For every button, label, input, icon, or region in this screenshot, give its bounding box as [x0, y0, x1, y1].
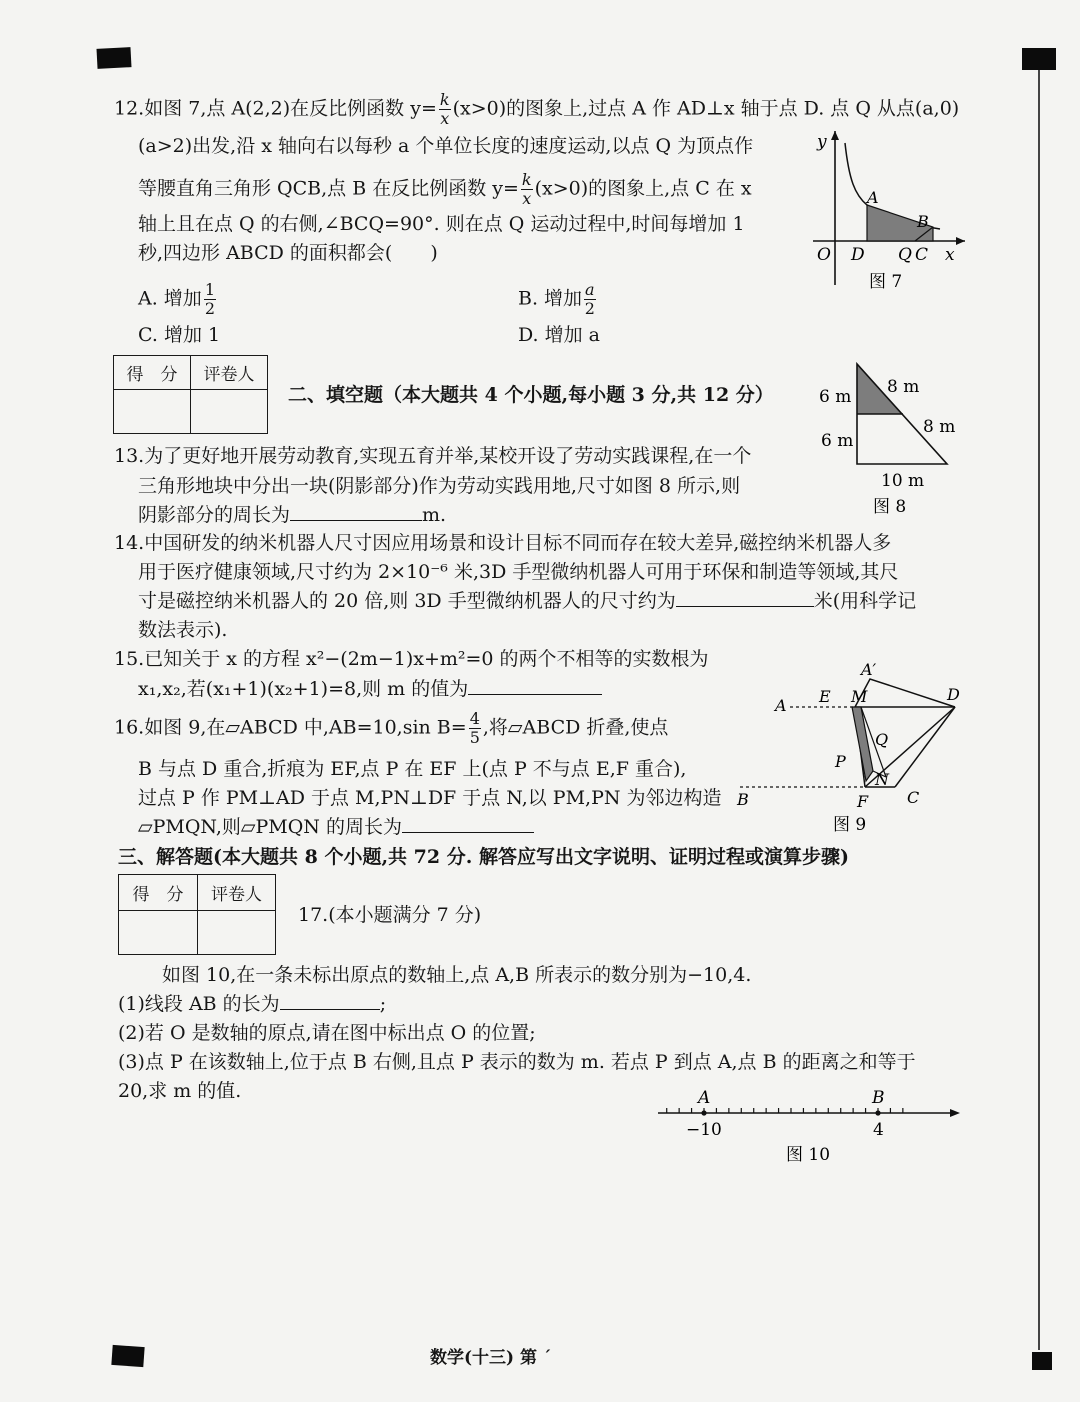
fig7-label-o: O: [817, 245, 831, 265]
q14-line1: 14.中国研发的纳米机器人尺寸因应用场景和设计目标不同而存在较大差异,磁控纳米机器人多: [114, 532, 892, 554]
fig8-caption: 图 8: [873, 497, 907, 517]
figure-7: [805, 125, 975, 295]
fig7-label-x: x: [945, 245, 955, 265]
fig7-label-d: D: [851, 245, 865, 265]
q14-line3: 寸是磁控纳米机器人的 20 倍,则 3D 手型微纳机器人的尺寸约为 米(用科学记: [138, 590, 917, 612]
fig9-label-m: M: [851, 687, 868, 706]
page-footer: 数学(十三) 第 ´: [430, 1348, 552, 1368]
score-box-2-score-header: 得 分: [119, 875, 198, 911]
score-box-2-grader-cell[interactable]: [198, 911, 276, 955]
fig9-label-f: F: [857, 792, 869, 811]
q12-fraction-k-over-x: $\frac{k}{x}$: [439, 90, 450, 128]
fig9-label-c: C: [907, 788, 920, 807]
q17-part1-answer-blank[interactable]: [280, 995, 380, 1010]
q16-line4: ▱PMQN,则▱PMQN 的周长为: [138, 818, 534, 837]
score-box-1-score-header: 得 分: [114, 356, 191, 390]
q17-header: 17.(本小题满分 7 分): [298, 904, 482, 926]
fig10-value-a: −10: [686, 1120, 722, 1140]
score-box-1: [113, 355, 268, 434]
fig7-caption: 图 7: [869, 272, 903, 292]
q15-line1: 15.已知关于 x 的方程 x²−(2m−1)x+m²=0 的两个不相等的实数根为: [114, 648, 709, 670]
fig7-label-q: Q: [898, 245, 912, 265]
fig9-label-q: Q: [875, 730, 889, 749]
fig9-label-b: B: [737, 790, 749, 809]
page-edge-line: [1038, 70, 1040, 1350]
corner-mark-top-right: [1022, 48, 1056, 70]
q17-part1: (1)线段 AB 的长为 ;: [118, 993, 387, 1015]
q12-option-d[interactable]: D. 增加 a: [518, 324, 601, 346]
score-box-2-score-cell[interactable]: [119, 911, 198, 955]
fig10-label-a: A: [698, 1088, 711, 1108]
fig9-label-d: D: [947, 685, 960, 704]
fig9-label-a: A: [775, 696, 787, 715]
q12-line3: 等腰直角三角形 QCB,点 B 在反比例函数 y= $\frac{k}{x}$ (x>0)的图象上,点 C 在 x: [138, 170, 752, 208]
q12-line4: 轴上且在点 Q 的右侧,∠BCQ=90°. 则在点 Q 运动过程中,时间每增加 1: [138, 213, 745, 235]
fig10-label-b: B: [872, 1088, 885, 1108]
q16-answer-blank[interactable]: [402, 818, 534, 833]
q15-line2: x₁,x₂,若(x₁+1)(x₂+1)=8,则 m 的值为: [138, 680, 602, 699]
q17-part2: (2)若 O 是数轴的原点,请在图中标出点 O 的位置;: [118, 1022, 536, 1044]
figure-10-number-line: [650, 1083, 970, 1168]
corner-mark-top-left: [96, 47, 131, 69]
q12-option-c[interactable]: C. 增加 1: [138, 324, 221, 346]
score-box-2-grader-header: 评卷人: [198, 875, 276, 911]
q14-line4: 数法表示).: [138, 619, 228, 641]
q16-fraction-four-fifths: $\frac{4}{5}$: [469, 709, 480, 747]
fig8-label-bottom-right: 8 m: [923, 417, 956, 437]
fig9-label-n: N: [875, 770, 889, 789]
q16-line2: B 与点 D 重合,折痕为 EF,点 P 在 EF 上(点 P 不与点 E,F 重合),: [138, 758, 687, 780]
fig9-label-p: P: [835, 752, 846, 771]
q17-intro: 如图 10,在一条未标出原点的数轴上,点 A,B 所表示的数分别为−10,4.: [162, 964, 752, 986]
q16-line3: 过点 P 作 PM⊥AD 于点 M,PN⊥DF 于点 N,以 PM,PN 为邻边构造: [138, 787, 722, 809]
q17-part3-line1: (3)点 P 在该数轴上,位于点 B 右侧,且点 P 表示的数为 m. 若点 P 到点 A,点 B 的距离之和等于: [118, 1051, 916, 1073]
fig7-label-y: y: [817, 132, 827, 152]
fig9-caption: 图 9: [833, 815, 867, 835]
score-box-2: [118, 874, 276, 955]
q12-fraction-k-over-x-2: $\frac{k}{x}$: [521, 170, 532, 208]
figure-8: [815, 360, 965, 520]
fig8-label-top-left: 6 m: [819, 387, 852, 407]
fig8-label-base: 10 m: [881, 471, 925, 491]
figure-9: [735, 655, 975, 840]
fig10-caption: 图 10: [786, 1145, 831, 1165]
q12-option-a[interactable]: A. 增加 $\frac{1}{2}$: [138, 280, 215, 318]
fig8-label-top-right: 8 m: [887, 377, 920, 397]
q13-line2: 三角形地块中分出一块(阴影部分)作为劳动实践用地,尺寸如图 8 所示,则: [138, 475, 741, 497]
q13-line1: 13.为了更好地开展劳动教育,实现五育并举,某校开设了劳动实践课程,在一个: [114, 445, 752, 467]
section-3-title: 三、解答题(本大题共 8 个小题,共 72 分. 解答应写出文字说明、证明过程或演算步骤): [118, 846, 849, 868]
q12-line2: (a>2)出发,沿 x 轴向右以每秒 a 个单位长度的速度运动,以点 Q 为顶点作: [138, 135, 754, 157]
q16-line1: 16.如图 9,在▱ABCD 中,AB=10,sin B= $\frac{4}{5}$ ,将▱ABCD 折叠,使点: [114, 709, 669, 747]
fig7-label-c: C: [915, 245, 929, 265]
corner-mark-bottom-right: [1032, 1352, 1052, 1370]
q15-answer-blank[interactable]: [468, 680, 602, 695]
q14-answer-blank[interactable]: [676, 592, 814, 607]
fig9-label-e: E: [819, 687, 831, 706]
fig7-label-b: B: [917, 212, 929, 231]
corner-mark-bottom-left: [111, 1345, 144, 1367]
score-box-1-score-cell[interactable]: [114, 390, 191, 434]
section-2-title: 二、填空题（本大题共 4 个小题,每小题 3 分,共 12 分）: [288, 384, 774, 406]
q17-part3-line2: 20,求 m 的值.: [118, 1080, 242, 1102]
q12-option-b[interactable]: B. 增加 $\frac{a}{2}$: [518, 280, 595, 318]
q13-line3: 阴影部分的周长为 m.: [138, 504, 447, 526]
fig7-label-a: A: [867, 188, 879, 207]
q12-line1: 12.如图 7,点 A(2,2)在反比例函数 y= $\frac{k}{x}$ (x>0)的图象上,过点 A 作 AD⊥x 轴于点 D. 点 Q 从点(a,0): [114, 90, 960, 128]
q14-line2: 用于医疗健康领域,尺寸约为 2×10⁻⁶ 米,3D 手型微纳机器人可用于环保和制造等领域,其尺: [138, 561, 899, 583]
fig8-label-bottom-left: 6 m: [821, 431, 854, 451]
score-box-1-grader-cell[interactable]: [191, 390, 268, 434]
q12-line5: 秒,四边形 ABCD 的面积都会( ): [138, 242, 438, 264]
fig9-label-a-prime: A′: [861, 660, 877, 679]
q13-answer-blank[interactable]: [290, 506, 422, 521]
score-box-1-grader-header: 评卷人: [191, 356, 268, 390]
fig10-value-b: 4: [873, 1120, 884, 1140]
